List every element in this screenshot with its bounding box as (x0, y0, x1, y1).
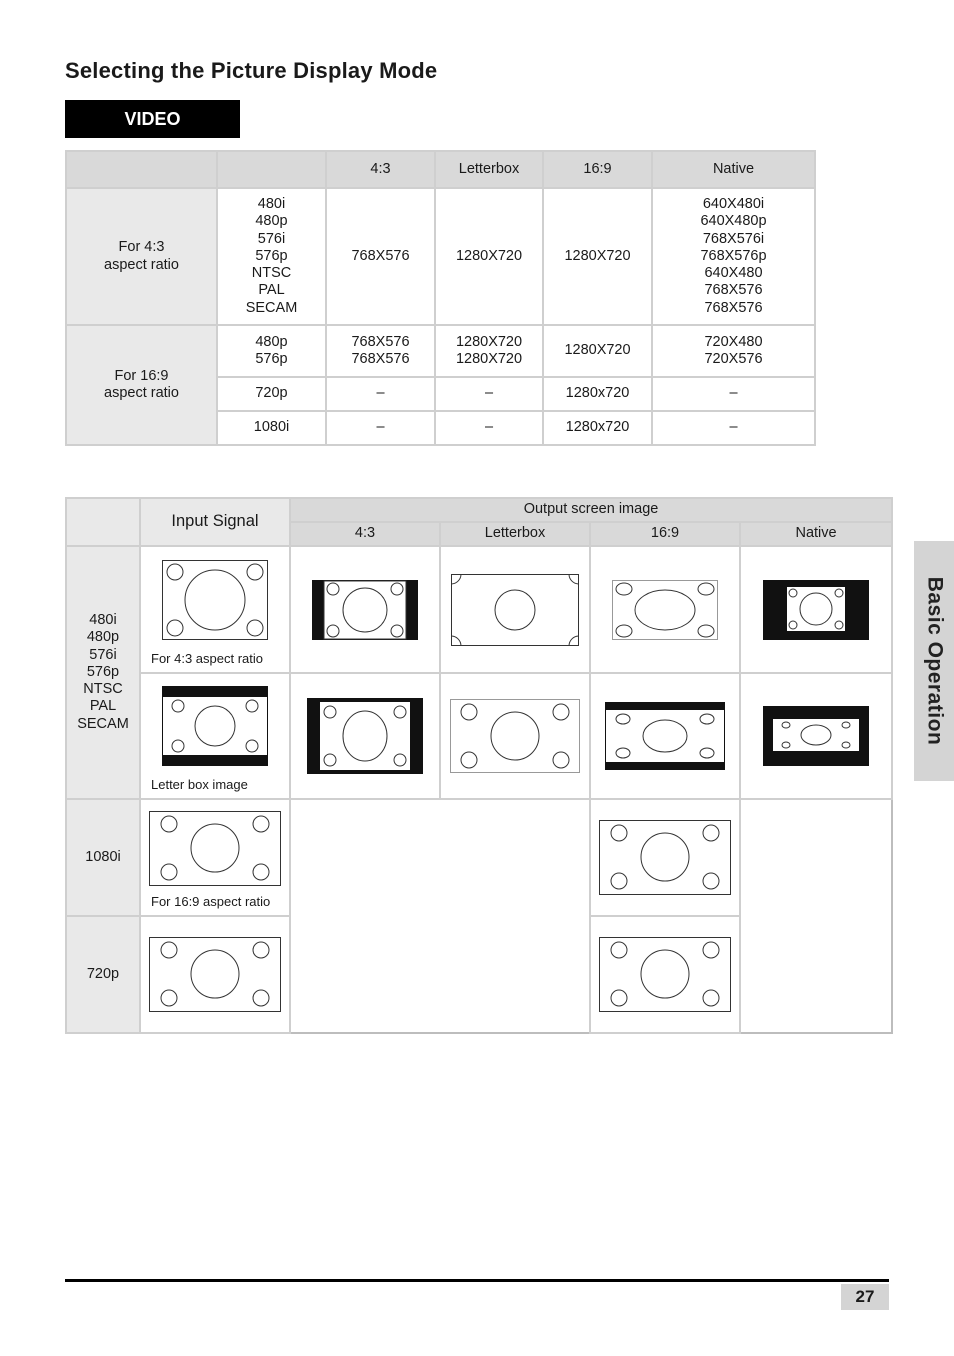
header-cell: Letterbox (435, 151, 543, 188)
output-43-letterbox-screen-icon (307, 698, 423, 774)
output-image-cell (590, 546, 740, 673)
image-header-row (66, 498, 892, 522)
output-image-cell (290, 673, 440, 799)
input-image-cell (140, 799, 290, 916)
output-screen-header: Output screen image (290, 498, 892, 522)
res-cell: 768X576 (326, 188, 435, 325)
caption-169: For 16:9 aspect ratio (151, 893, 271, 909)
empty-cell (290, 916, 590, 1033)
table-row (66, 673, 892, 799)
resolution-header-row (66, 151, 815, 188)
res-cell: – (652, 411, 815, 445)
input-image-cell (140, 546, 290, 673)
res-cell: – (652, 377, 815, 411)
input-list: 1080i (217, 411, 326, 445)
input-image-cell (140, 673, 290, 799)
res-cell: – (326, 377, 435, 411)
hd-signal-1080i: 1080i (66, 799, 140, 916)
table-row (66, 325, 815, 377)
input-letterbox-screen-icon (162, 686, 268, 766)
video-section-label: VIDEO (65, 100, 240, 138)
res-cell: 1280x720 (543, 377, 652, 411)
table-row (66, 799, 892, 916)
res-cell: 640X480i 640X480p 768X576i 768X576p 640X480 768X576 768X576 (652, 188, 815, 325)
output-169-1080i-screen-icon (599, 820, 731, 895)
output-letterbox-screen-icon (451, 574, 579, 646)
input-image-cell (140, 916, 290, 1033)
output-col-header: 16:9 (590, 522, 740, 546)
output-43-screen-icon (312, 580, 418, 640)
empty-cell (290, 799, 590, 916)
empty-cell (740, 799, 892, 916)
res-cell: – (326, 411, 435, 445)
input-list: 480p 576p (217, 325, 326, 377)
page-number: 27 (841, 1284, 889, 1310)
output-image-cell (440, 673, 590, 799)
output-image-cell (590, 799, 740, 916)
input-169-screen-icon (149, 811, 281, 886)
resolution-table (65, 150, 816, 446)
table-row (66, 546, 892, 673)
hd-signal-720p: 720p (66, 916, 140, 1033)
side-tab-basic-operation (914, 541, 954, 781)
empty-cell (740, 916, 892, 1033)
corner-cell (66, 498, 140, 546)
input-720p-screen-icon (149, 937, 281, 1012)
caption-letterbox: Letter box image (151, 776, 248, 792)
header-cell (217, 151, 326, 188)
res-cell: 1280X720 (435, 188, 543, 325)
res-cell: 1280X720 (543, 325, 652, 377)
res-cell: 1280X720 1280X720 (435, 325, 543, 377)
input-list: 480i 480p 576i 576p NTSC PAL SECAM (217, 188, 326, 325)
res-cell: – (435, 411, 543, 445)
output-native-screen-icon (763, 580, 869, 640)
caption-43: For 4:3 aspect ratio (151, 650, 263, 666)
page-title: Selecting the Picture Display Mode (65, 58, 438, 83)
footer-rule (65, 1279, 889, 1282)
table-row (66, 916, 892, 1033)
res-cell: 768X576 768X576 (326, 325, 435, 377)
output-169-letterbox-screen-icon (605, 702, 725, 770)
res-cell: – (435, 377, 543, 411)
header-cell: Native (652, 151, 815, 188)
output-image-cell (740, 546, 892, 673)
output-169-720p-screen-icon (599, 937, 731, 1012)
output-169-screen-icon (612, 580, 718, 640)
output-image-cell (590, 673, 740, 799)
output-image-table (65, 497, 893, 1034)
group-label: For 4:3 aspect ratio (66, 188, 217, 325)
side-tab-label: Basic Operation (923, 576, 946, 746)
header-cell (66, 151, 217, 188)
output-col-header: Letterbox (440, 522, 590, 546)
output-letterbox-letterbox-screen-icon (450, 699, 580, 773)
output-image-cell (290, 546, 440, 673)
output-col-header: Native (740, 522, 892, 546)
output-col-header: 4:3 (290, 522, 440, 546)
output-image-cell (590, 916, 740, 1033)
sd-signal-list: 480i 480p 576i 576p NTSC PAL SECAM (66, 546, 140, 799)
output-image-cell (740, 673, 892, 799)
res-cell: 720X480 720X576 (652, 325, 815, 377)
header-cell: 16:9 (543, 151, 652, 188)
output-image-cell (440, 546, 590, 673)
header-cell: 4:3 (326, 151, 435, 188)
input-43-screen-icon (162, 560, 268, 640)
res-cell: 1280X720 (543, 188, 652, 325)
input-signal-header: Input Signal (140, 498, 290, 546)
group-label: For 16:9 aspect ratio (66, 325, 217, 445)
output-native-letterbox-screen-icon (763, 706, 869, 766)
input-list: 720p (217, 377, 326, 411)
table-row (66, 188, 815, 325)
res-cell: 1280x720 (543, 411, 652, 445)
